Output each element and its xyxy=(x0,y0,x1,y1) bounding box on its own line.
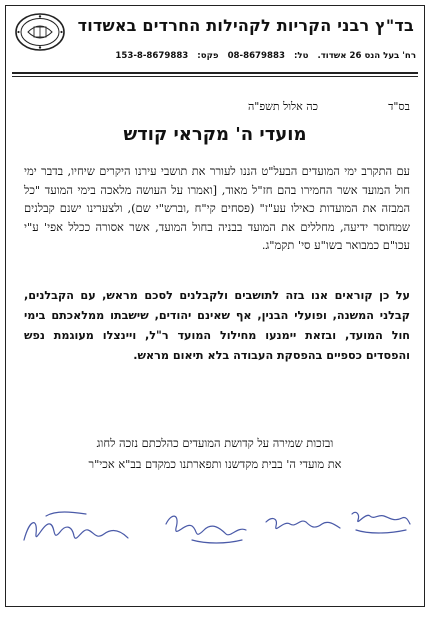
closing-line-1: ובזכות שמירה על קדושת המועדים כהלכתם נזכה לחוג xyxy=(96,436,334,450)
signature-1 xyxy=(24,523,128,540)
contact-line xyxy=(12,51,416,61)
court-seal-icon xyxy=(14,12,66,52)
dateline xyxy=(20,100,410,114)
body-paragraph-1: עם התקרב ימי המועדים הבעל"ט הננו לעורר את תושבי עירנו היקרים שיחיו, בדבר ימי חול המועד אשר החמירו בהם חז"ל מאוד, [ואמרו על העושה מלאכה בימי המועד "כל המבזה את המועדות כאילו עע"ז" (פסחים קי"ח ,וברש"י שם), ולצערינו ישנם קבלנים שמחוסר ידיעה, מחללים את המועד בבניה בחול המועד, אשר אסורה ככלל אפי' ע"י עכו"ם כמבואר בשו"ע סי' תקמ"ג. xyxy=(24,164,410,253)
signature-4 xyxy=(352,512,410,524)
court-name: בד"ץ רבני הקריות לקהילות החרדים באשדוד xyxy=(77,16,414,35)
phone-label: טל: xyxy=(293,51,309,61)
address: רח' בעל הנס 26 אשדוד. xyxy=(317,51,416,61)
bsd-mark: בס"ד xyxy=(388,100,410,113)
fax-number: 153-8-8679883 xyxy=(115,51,189,61)
hebrew-date: כה אלול תשפ"ה xyxy=(247,100,318,113)
letterhead xyxy=(12,10,418,72)
body-paragraph-2: על כן קוראים אנו בזה לתושבים ולקבלנים לסכם מראש, עם הקבלנים, קבלני המשנה, ופועלי הבנין, אף שאינם יהודים, שישבתו ממלאכתם בימי חול המועד, ובזאת יימנעו מחילול המועד ר"ל, ויינצלו מעוגמת נפש והפסדים כספיים בהפסקת העבודה בלא תיאום מראש. xyxy=(24,289,410,362)
signatures xyxy=(16,500,414,556)
signature-3 xyxy=(266,519,340,529)
notice-title: מועדי ה' מקראי קודש xyxy=(123,124,307,145)
signature-2 xyxy=(166,516,246,535)
fax-label: פקס: xyxy=(197,51,219,61)
phone-number: 08-8679883 xyxy=(227,51,285,61)
header-divider xyxy=(12,72,418,77)
closing-line-2: את מועדי ה' בבית מקדשנו ותפארתנו כמקדם בב"א אכי"ר xyxy=(88,457,342,471)
letter-page xyxy=(5,5,425,607)
